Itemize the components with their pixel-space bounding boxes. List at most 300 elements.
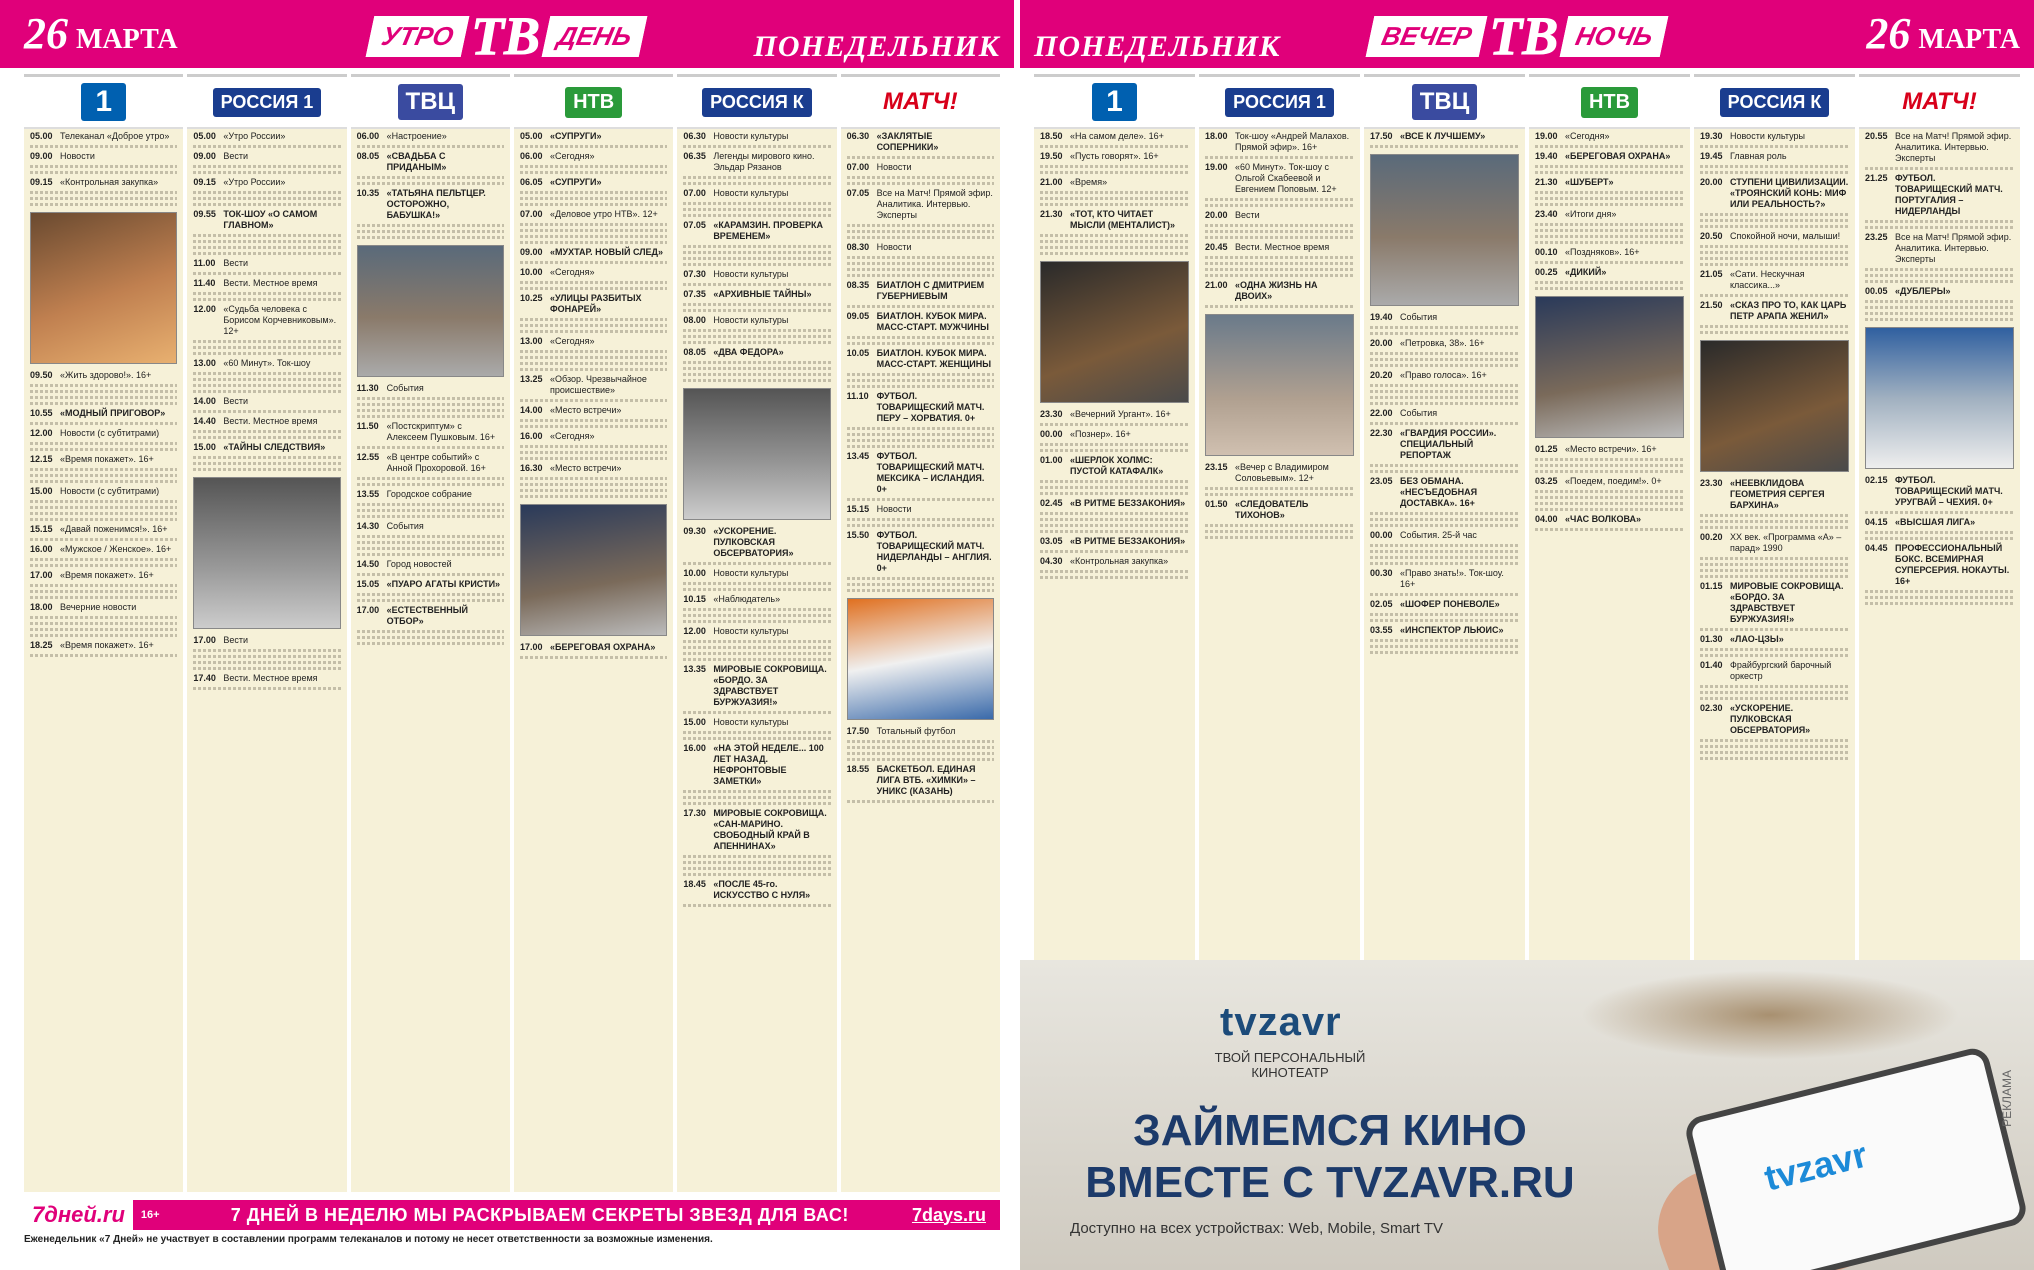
- program-description: [1370, 544, 1519, 565]
- program-description: [1040, 165, 1189, 174]
- program-time: 02.30: [1700, 703, 1723, 713]
- program-title: Новости культуры: [713, 131, 789, 141]
- program-title: «Вечерний Ургант». 16+: [1070, 409, 1171, 419]
- program-title: Новости культуры: [713, 269, 789, 279]
- program-title: «Сегодня»: [1565, 131, 1610, 141]
- program-title: События: [1400, 312, 1438, 322]
- footer-site-link[interactable]: 7days.ru: [911, 1204, 986, 1225]
- program-title: Вести. Местное время: [223, 416, 318, 426]
- program-time: 21.30: [1040, 209, 1063, 219]
- program-title: «ЕСТЕСТВЕННЫЙ ОТБОР»: [386, 605, 468, 626]
- program-time: 09.00: [30, 151, 53, 161]
- program-description: [1040, 234, 1189, 255]
- program-time: 14.50: [356, 559, 380, 569]
- program-description: [193, 372, 340, 393]
- program-title: «ЧАС ВОЛКОВА»: [1565, 514, 1642, 524]
- program-title: ФУТБОЛ. ТОВАРИЩЕСКИЙ МАТЧ. МЕКСИКА – ИСЛАНДИЯ. 0+: [876, 451, 985, 494]
- program-title: «Сегодня»: [549, 151, 595, 161]
- program-title: Все на Матч! Прямой эфир. Аналитика. Интервью. Эксперты: [876, 188, 993, 220]
- program-row: [1370, 568, 1519, 590]
- program-time: 10.25: [519, 293, 543, 303]
- program-row: [1865, 131, 2014, 164]
- program-time: 14.30: [356, 521, 380, 531]
- program-description: [1535, 223, 1684, 244]
- program-description: [1535, 165, 1684, 174]
- program-description: [193, 145, 340, 148]
- program-title: «ГВАРДИЯ РОССИИ». СПЕЦИАЛЬНЫЙ РЕПОРТАЖ: [1400, 428, 1497, 460]
- program-time: 19.00: [1535, 131, 1558, 141]
- program-description: [520, 350, 667, 371]
- program-row: [1535, 151, 1684, 162]
- program-row: [1535, 131, 1684, 142]
- footer-banner: [24, 1200, 1000, 1230]
- program-row: [1205, 210, 1354, 221]
- program-title: «Давай поженимся!». 16+: [60, 524, 168, 534]
- program-title: «УЛИЦЫ РАЗБИТЫХ ФОНАРЕЙ»: [549, 293, 642, 314]
- program-time: 18.45: [683, 879, 706, 889]
- program-time: 06.30: [683, 131, 706, 141]
- program-description: [1865, 300, 2014, 321]
- program-title: «ПОСЛЕ 45-го. ИСКУССТВО С НУЛЯ»: [713, 879, 811, 900]
- program-description: [1535, 528, 1684, 531]
- program-time: 01.40: [1700, 660, 1723, 670]
- program-time: 17.50: [1370, 131, 1393, 141]
- program-row: [683, 526, 830, 559]
- match-logo: МАТЧ!: [883, 88, 958, 115]
- right-header: [1020, 0, 2034, 68]
- program-row: [1370, 408, 1519, 419]
- program-time: 00.05: [1865, 286, 1888, 296]
- program-description: [520, 281, 667, 290]
- program-description: [193, 687, 340, 690]
- program-row: [683, 743, 830, 787]
- program-time: 03.25: [1535, 476, 1558, 486]
- program-row: [1040, 455, 1189, 477]
- program-title: «ШЕРЛОК ХОЛМС: ПУСТОЙ КАТАФАЛК»: [1070, 455, 1164, 476]
- program-title: Новости культуры: [713, 315, 789, 325]
- channel-column: [1364, 74, 1525, 964]
- tvzavr-logo: tvzavr: [1220, 1000, 1342, 1044]
- program-description: [1370, 639, 1519, 654]
- program-description: [847, 156, 994, 159]
- program-row: [193, 673, 340, 684]
- left-day: ПОНЕДЕЛЬНИК: [753, 30, 1000, 63]
- program-time: 00.00: [1040, 429, 1063, 439]
- program-title: Новости культуры: [1730, 131, 1806, 141]
- program-row: [1205, 499, 1354, 521]
- program-time: 15.00: [193, 442, 216, 452]
- program-description: [1205, 487, 1354, 496]
- program-title: ФУТБОЛ. ТОВАРИЩЕСКИЙ МАТЧ. НИДЕРЛАНДЫ – АНГЛИЯ. 0+: [876, 530, 992, 573]
- program-row: [30, 428, 177, 439]
- program-time: 06.35: [683, 151, 706, 161]
- program-title: Вести: [223, 258, 248, 268]
- program-photo: [847, 598, 994, 720]
- program-title: ФУТБОЛ. ТОВАРИЩЕСКИЙ МАТЧ. ПОРТУГАЛИЯ – НИДЕРЛАНДЫ: [1895, 173, 2003, 216]
- left-date: 26 МАРТА: [24, 9, 178, 58]
- 7dney-logo: 7дней.ru: [24, 1200, 133, 1230]
- program-time: 05.00: [30, 131, 53, 141]
- program-row: [1040, 429, 1189, 440]
- program-title: События: [386, 383, 424, 393]
- program-description: [847, 518, 994, 527]
- program-row: [1700, 478, 1849, 511]
- program-row: [30, 151, 177, 162]
- program-title: «ВСЕ К ЛУЧШЕМУ»: [1400, 131, 1486, 141]
- program-time: 18.50: [1040, 131, 1063, 141]
- program-row: [847, 451, 994, 495]
- program-row: [357, 452, 504, 474]
- program-time: 17.50: [846, 726, 870, 736]
- program-description: [683, 904, 830, 907]
- program-description: [520, 399, 667, 402]
- program-row: [357, 151, 504, 173]
- program-description: [1865, 511, 2014, 514]
- program-description: [193, 234, 340, 255]
- program-photo: [1040, 261, 1189, 403]
- program-row: [847, 530, 994, 574]
- program-time: 01.15: [1700, 581, 1723, 591]
- program-row: [847, 131, 994, 153]
- program-title: Вести: [223, 635, 248, 645]
- program-row: [683, 879, 830, 901]
- program-title: Ток-шоу «Андрей Малахов. Прямой эфир». 16+: [1235, 131, 1350, 152]
- program-row: [1040, 209, 1189, 231]
- program-time: 00.25: [1535, 267, 1558, 277]
- program-description: [193, 191, 340, 206]
- program-time: 10.35: [356, 188, 380, 198]
- program-title: БЕЗ ОБМАНА. «НЕСЪЕДОБНАЯ ДОСТАВКА». 16+: [1400, 476, 1478, 508]
- program-row: [1865, 475, 2014, 508]
- program-title: «ТОТ, КТО ЧИТАЕТ МЫСЛИ (МЕНТАЛИСТ)»: [1070, 209, 1175, 230]
- program-row: [683, 717, 830, 728]
- ad-subtitle: Доступно на всех устройствах: Web, Mobile, Smart TV: [1070, 1220, 1444, 1237]
- russia-1-logo: РОССИЯ 1: [213, 88, 322, 117]
- program-title: «СУПРУГИ»: [549, 177, 602, 187]
- program-title: «Время покажет». 16+: [60, 570, 154, 580]
- program-title: «Место встречи»: [549, 405, 622, 415]
- program-title: «Поздняков». 16+: [1565, 247, 1640, 257]
- program-row: [1370, 338, 1519, 349]
- program-description: [1370, 593, 1519, 596]
- program-title: «ТАЙНЫ СЛЕДСТВИЯ»: [223, 442, 326, 452]
- program-time: 10.15: [683, 594, 706, 604]
- channel-column: [351, 74, 510, 1192]
- program-description: [1700, 325, 1849, 334]
- program-time: 05.00: [193, 131, 216, 141]
- program-title: БАСКЕТБОЛ. ЕДИНАЯ ЛИГА ВТБ. «ХИМКИ» – УНИКС (КАЗАНЬ): [876, 764, 976, 796]
- program-time: 21.00: [1205, 280, 1228, 290]
- program-title: Вести: [223, 151, 248, 161]
- program-title: Новости: [876, 504, 912, 514]
- program-title: Легенды мирового кино. Эльдар Рязанов: [713, 151, 815, 172]
- program-photo: [193, 477, 340, 629]
- program-description: [30, 422, 177, 425]
- channel-one-logo: 1: [81, 83, 126, 121]
- program-description: [520, 656, 667, 659]
- program-time: 09.15: [30, 177, 53, 187]
- program-title: «60 Минут». Ток-шоу с Ольгой Скабеевой и Евгением Поповым. 12+: [1235, 162, 1337, 194]
- program-description: [1370, 512, 1519, 527]
- program-description: [683, 202, 830, 217]
- program-photo: [1535, 296, 1684, 438]
- program-title: «Право голоса». 16+: [1400, 370, 1487, 380]
- program-description: [193, 456, 340, 471]
- program-time: 15.00: [683, 717, 706, 727]
- program-row: [193, 258, 340, 269]
- program-row: [30, 370, 177, 381]
- program-time: 06.30: [846, 131, 870, 141]
- program-time: 10.05: [846, 348, 870, 358]
- program-time: 09.55: [193, 209, 216, 219]
- program-title: Вечерние новости: [60, 602, 137, 612]
- program-description: [357, 224, 504, 239]
- program-description: [1205, 224, 1354, 239]
- background-photo: [1580, 970, 1960, 1060]
- program-photo: [1865, 327, 2014, 469]
- program-time: 09.00: [193, 151, 216, 161]
- program-row: [683, 568, 830, 579]
- program-row: [1040, 177, 1189, 188]
- program-description: [683, 640, 830, 661]
- program-row: [520, 267, 667, 278]
- program-title: Все на Матч! Прямой эфир. Аналитика. Интервью. Эксперты: [1895, 131, 2012, 163]
- program-time: 07.05: [846, 188, 870, 198]
- program-time: 04.00: [1535, 514, 1558, 524]
- program-description: [1700, 294, 1849, 297]
- program-row: [357, 559, 504, 570]
- program-row: [30, 602, 177, 613]
- program-time: 00.10: [1535, 247, 1558, 257]
- program-time: 19.00: [1205, 162, 1228, 172]
- program-row: [193, 209, 340, 231]
- program-title: Вести: [223, 396, 248, 406]
- program-description: [30, 442, 177, 451]
- program-description: [30, 191, 177, 206]
- program-title: Новости: [876, 162, 912, 172]
- program-time: 17.00: [30, 570, 53, 580]
- program-title: «На самом деле». 16+: [1070, 131, 1164, 141]
- program-row: [1700, 231, 1849, 242]
- program-time: 20.20: [1370, 370, 1393, 380]
- program-description: [1040, 550, 1189, 553]
- program-time: 15.50: [846, 530, 870, 540]
- program-time: 01.30: [1700, 634, 1723, 644]
- program-title: «СЛЕДОВАТЕЛЬ ТИХОНОВ»: [1235, 499, 1309, 520]
- program-row: [683, 188, 830, 199]
- program-description: [1040, 423, 1189, 426]
- program-time: 12.00: [683, 626, 706, 636]
- program-description: [1535, 281, 1684, 290]
- program-title: Главная роль: [1730, 151, 1787, 161]
- program-row: [1865, 517, 2014, 528]
- program-description: [683, 329, 830, 344]
- program-title: Новости культуры: [713, 188, 789, 198]
- program-row: [357, 131, 504, 142]
- program-description: [1205, 198, 1354, 207]
- program-row: [1370, 131, 1519, 142]
- program-time: 02.15: [1865, 475, 1888, 485]
- program-title: Новости культуры: [713, 626, 789, 636]
- program-row: [683, 626, 830, 637]
- program-time: 09.50: [30, 370, 53, 380]
- program-row: [1700, 581, 1849, 625]
- program-row: [683, 664, 830, 708]
- program-photo: [1205, 314, 1354, 456]
- program-time: 20.00: [1205, 210, 1228, 220]
- program-title: ТОК-ШОУ «О САМОМ ГЛАВНОМ»: [223, 209, 318, 230]
- ntv-logo: НТВ: [565, 87, 622, 118]
- program-time: 19.45: [1700, 151, 1723, 161]
- program-row: [520, 293, 667, 315]
- program-title: «Сегодня»: [549, 336, 595, 346]
- program-time: 13.25: [519, 374, 543, 384]
- program-time: 06.00: [356, 131, 380, 141]
- program-description: [357, 446, 504, 449]
- program-title: «Контрольная закупка»: [60, 177, 159, 187]
- program-description: [1205, 156, 1354, 159]
- program-row: [683, 347, 830, 358]
- program-description: [1865, 167, 2014, 170]
- program-title: Спокойной ночи, малыши!: [1730, 231, 1841, 241]
- program-time: 00.30: [1370, 568, 1393, 578]
- program-title: События. 25-й час: [1400, 530, 1477, 540]
- program-description: [357, 145, 504, 148]
- program-row: [30, 408, 177, 419]
- program-description: [1040, 191, 1189, 206]
- program-time: 17.00: [519, 642, 543, 652]
- program-row: [357, 383, 504, 394]
- program-time: 13.00: [193, 358, 216, 368]
- program-description: [1700, 213, 1849, 228]
- program-time: 08.05: [683, 347, 706, 357]
- program-title: «Вечер с Владимиром Соловьевым». 12+: [1235, 462, 1329, 483]
- program-time: 11.00: [193, 258, 216, 268]
- program-row: [683, 220, 830, 242]
- program-title: «ШУБЕРТ»: [1565, 177, 1614, 187]
- program-description: [1370, 352, 1519, 367]
- program-description: [30, 616, 177, 637]
- channel-column: [1199, 74, 1360, 964]
- program-description: [193, 165, 340, 174]
- program-time: 02.05: [1370, 599, 1393, 609]
- program-time: 07.35: [683, 289, 706, 299]
- program-title: Тотальный футбол: [876, 726, 956, 736]
- program-row: [193, 177, 340, 188]
- program-description: [1700, 628, 1849, 631]
- program-description: [1370, 613, 1519, 622]
- program-description: [1700, 685, 1849, 700]
- program-row: [847, 391, 994, 424]
- program-row: [1535, 267, 1684, 278]
- program-title: «БЕРЕГОВАЯ ОХРАНА»: [549, 642, 656, 652]
- program-description: [1700, 245, 1849, 266]
- program-title: Вести. Местное время: [223, 278, 318, 288]
- program-time: 17.00: [193, 635, 216, 645]
- program-time: 06.05: [519, 177, 543, 187]
- program-description: [683, 145, 830, 148]
- program-time: 15.15: [846, 504, 870, 514]
- program-row: [683, 315, 830, 326]
- program-time: 13.45: [846, 451, 870, 461]
- program-row: [1205, 162, 1354, 195]
- program-time: 23.05: [1370, 476, 1393, 486]
- program-row: [1370, 625, 1519, 636]
- program-description: [1040, 145, 1189, 148]
- program-description: [683, 245, 830, 266]
- program-description: [1700, 514, 1849, 529]
- program-row: [1535, 177, 1684, 188]
- program-time: 20.55: [1865, 131, 1888, 141]
- program-title: ФУТБОЛ. ТОВАРИЩЕСКИЙ МАТЧ. УРУГВАЙ – ЧЕХИЯ. 0+: [1895, 475, 2003, 507]
- program-title: ФУТБОЛ. ТОВАРИЩЕСКИЙ МАТЧ. ПЕРУ – ХОРВАТИЯ. 0+: [876, 391, 985, 423]
- program-row: [1040, 151, 1189, 162]
- program-title: «Обзор. Чрезвычайное происшествие»: [549, 374, 647, 395]
- program-row: [193, 358, 340, 369]
- program-time: 23.30: [1040, 409, 1063, 419]
- program-row: [30, 544, 177, 555]
- program-title: «Место встречи»: [549, 463, 622, 473]
- program-row: [520, 431, 667, 442]
- program-time: 17.30: [683, 808, 706, 818]
- program-row: [1865, 232, 2014, 265]
- program-description: [1370, 464, 1519, 473]
- program-title: «ОДНА ЖИЗНЬ НА ДВОИХ»: [1235, 280, 1318, 301]
- program-time: 17.00: [356, 605, 380, 615]
- program-photo: [1700, 340, 1849, 472]
- program-time: 12.00: [30, 428, 53, 438]
- program-row: [847, 280, 994, 302]
- program-description: [520, 145, 667, 148]
- program-row: [847, 504, 994, 515]
- program-description: [520, 318, 667, 333]
- channel-column: [514, 74, 673, 1192]
- left-header: [0, 0, 1014, 68]
- program-photo: [1370, 154, 1519, 306]
- program-row: [30, 177, 177, 188]
- program-row: [1040, 556, 1189, 567]
- program-row: [1700, 177, 1849, 210]
- program-row: [357, 489, 504, 500]
- program-description: [193, 649, 340, 670]
- program-row: [30, 524, 177, 535]
- program-description: [520, 261, 667, 264]
- program-description: [1370, 422, 1519, 425]
- program-time: 22.30: [1370, 428, 1393, 438]
- program-time: 12.00: [193, 304, 216, 314]
- program-time: 03.05: [1040, 536, 1063, 546]
- program-row: [357, 521, 504, 532]
- phone-image: [1683, 1045, 2030, 1270]
- program-title: «Пусть говорят». 16+: [1070, 151, 1159, 161]
- program-time: 08.35: [846, 280, 870, 290]
- vecher-tv-noch-logo: ВЕЧЕР ТВ НОЧЬ: [1370, 14, 1665, 58]
- tvc-logo: ТВЦ: [398, 84, 464, 120]
- program-description: [1370, 384, 1519, 405]
- program-description: [1040, 570, 1189, 579]
- program-row: [30, 454, 177, 465]
- program-row: [520, 131, 667, 142]
- program-time: 09.00: [519, 247, 543, 257]
- program-description: [520, 165, 667, 174]
- program-time: 00.00: [1370, 530, 1393, 540]
- program-title: «ЛАО-ЦЗЫ»: [1730, 634, 1784, 644]
- program-time: 10.00: [519, 267, 543, 277]
- program-time: 13.00: [519, 336, 543, 346]
- program-row: [1370, 312, 1519, 323]
- program-title: «Утро России»: [223, 177, 286, 187]
- program-time: 21.50: [1700, 300, 1723, 310]
